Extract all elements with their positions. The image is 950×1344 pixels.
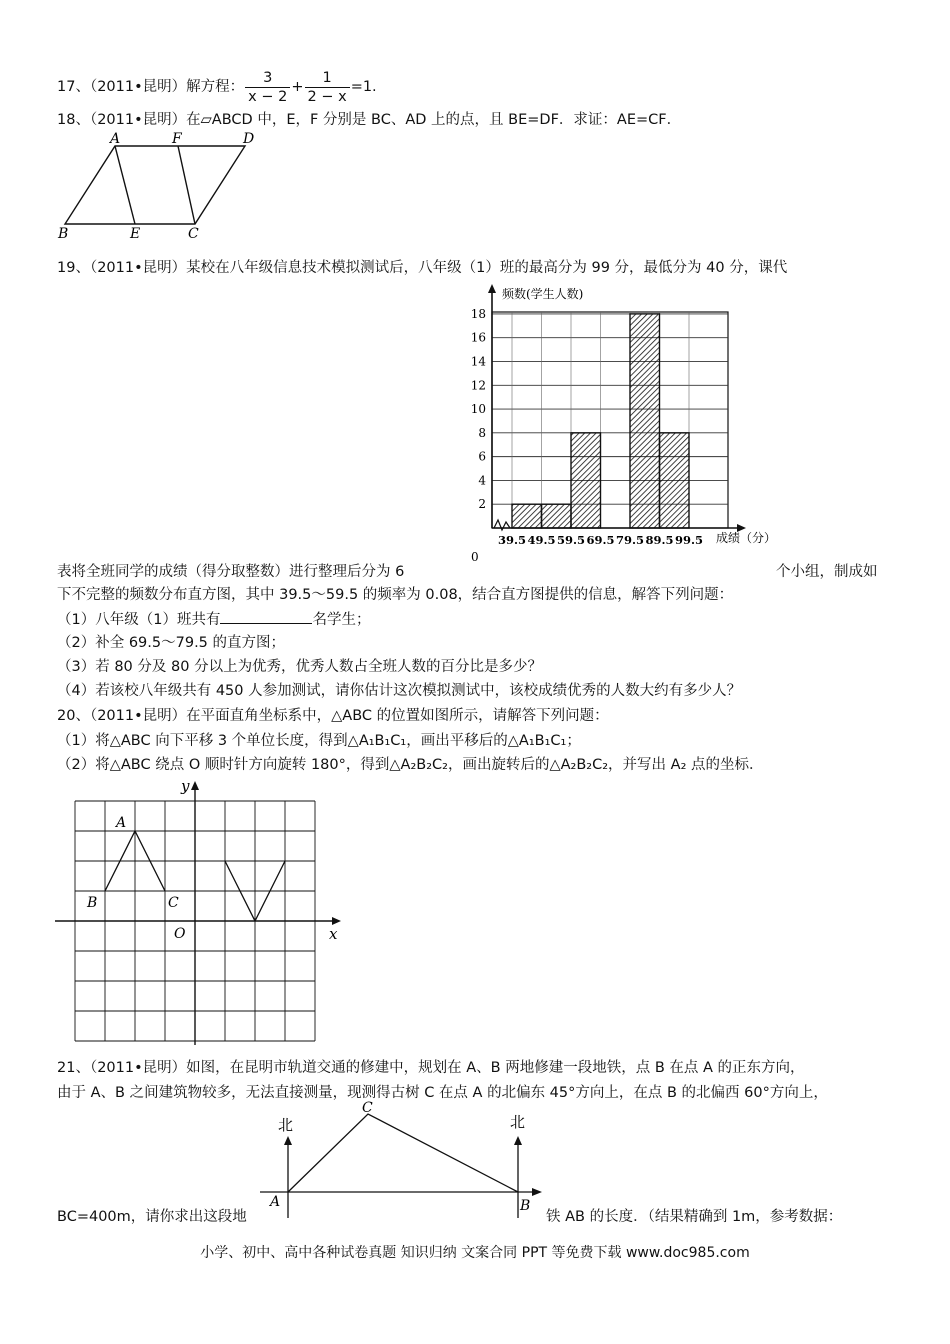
q20-coordinate-grid — [55, 775, 355, 1050]
x-tick-label: 79.5 — [615, 533, 645, 547]
q19-sub2: （2）补全 69.5～79.5 的直方图； — [57, 635, 286, 651]
north-label-a: 北 — [278, 1116, 294, 1134]
y-axis-arrow-icon — [488, 284, 496, 293]
q17-line: 17、（2011•昆明）解方程： $\frac{3}{x - 2}$ + $\frac{1}{2 - x}$ =1. — [57, 69, 377, 105]
histogram-y-axis-label: 频数(学生人数) — [502, 287, 584, 301]
y-tick-label: 2 — [478, 497, 486, 512]
x-tick-label: 59.5 — [556, 533, 586, 547]
north-label-b: 北 — [510, 1113, 526, 1131]
label-A: A — [116, 815, 127, 831]
north-arrow-icon — [514, 1136, 522, 1145]
histogram-bar — [512, 504, 542, 528]
y-tick-label: 14 — [470, 354, 486, 369]
east-arrow-icon — [532, 1188, 542, 1196]
label-C: C — [188, 226, 199, 242]
histogram-bar — [660, 433, 690, 528]
q21-line1: 21、（2011•昆明）如图，在昆明市轨道交通的修建中，规划在 A、B 两地修建一段地铁，点 B 在点 A 的正东方向， — [57, 1060, 805, 1076]
label-C: C — [362, 1100, 373, 1116]
y-tick-label: 12 — [470, 378, 486, 393]
q17-fraction-2: $\frac{1}{2 - x}$ — [305, 69, 350, 106]
north-arrow-icon — [284, 1136, 292, 1145]
q19-sub3: （3）若 80 分及 80 分以上为优秀，优秀人数占全班人数的百分比是多少？ — [57, 659, 543, 675]
q21-figure — [258, 1098, 558, 1223]
y-tick-label: 10 — [470, 402, 486, 417]
label-A: A — [110, 131, 121, 147]
x-axis-arrow-icon — [332, 917, 341, 925]
label-B: B — [520, 1198, 531, 1214]
x-tick-label: 69.5 — [586, 533, 615, 547]
label-D: D — [243, 131, 255, 147]
label-F: F — [172, 131, 182, 147]
q18-parallelogram-figure — [50, 128, 270, 243]
q21-line3-right: 铁 AB 的长度．（结果精确到 1m，参考数据： — [546, 1209, 843, 1225]
x-tick-label: 49.5 — [527, 533, 556, 547]
y-tick-label: 4 — [478, 473, 486, 488]
q19-line3: 下不完整的频数分布直方图，其中 39.5～59.5 的频率为 0.08，结合直方图提供的信息，解答下列问题： — [57, 587, 734, 603]
label-C: C — [168, 895, 179, 911]
q19-sub4: （4）若该校八年级共有 450 人参加测试，请你估计这次模拟测试中，该校成绩优秀的人数大约有多少人？ — [57, 683, 742, 699]
answer-blank[interactable] — [220, 609, 312, 624]
histogram-bar — [571, 433, 601, 528]
label-O: O — [174, 926, 186, 942]
histogram-x-axis-label: 成绩（分） — [716, 531, 777, 545]
y-tick-label: 18 — [470, 306, 486, 321]
triangle-abc — [288, 1114, 518, 1192]
q17-fraction-1: $\frac{3}{x - 2}$ — [245, 69, 290, 106]
label-x: x — [329, 925, 338, 943]
q18-text: 18、（2011•昆明）在▱ABCD 中，E，F 分别是 BC、AD 上的点，且 BE=DF．求证：AE=CF． — [57, 112, 682, 128]
y-axis-arrow-icon — [191, 781, 199, 790]
q17-prefix: 17、（2011•昆明）解方程： — [57, 79, 245, 95]
q19-line1: 19、（2011•昆明）某校在八年级信息技术模拟测试后，八年级（1）班的最高分为 99 分，最低分为 40 分，课代 — [57, 260, 788, 276]
histogram-bar — [542, 504, 572, 528]
q20-text: 20、（2011•昆明）在平面直角坐标系中，△ABC 的位置如图所示，请解答下列问题： — [57, 708, 609, 724]
y-tick-label: 16 — [470, 330, 486, 345]
label-B: B — [87, 895, 98, 911]
y-tick-label: 6 — [478, 449, 486, 464]
q19-histogram — [460, 280, 795, 580]
q21-line3-left: BC=400m，请你求出这段地 — [57, 1209, 247, 1225]
x-tick-label: 99.5 — [674, 533, 704, 547]
q19-sub1: （1）八年级（1）班共有 名学生； — [57, 609, 370, 630]
label-B: B — [58, 226, 69, 242]
q19-line2-left: 表将全班同学的成绩（得分取整数）进行整理后分为 6 — [57, 564, 405, 580]
page-footer: 小学、初中、高中各种试卷真题 知识归纳 文案合同 PPT 等免费下载 www.doc985.com — [200, 1245, 750, 1261]
label-E: E — [130, 226, 141, 242]
label-A: A — [270, 1194, 281, 1210]
label-y: y — [181, 777, 190, 795]
q21-line2: 由于 A、B 之间建筑物较多，无法直接测量，现测得古树 C 在点 A 的北偏东 45°方向上，在点 B 的北偏西 60°方向上， — [57, 1085, 828, 1101]
q19-line2-right: 个小组，制成如 — [776, 564, 878, 580]
q20-sub1: （1）将△ABC 向下平移 3 个单位长度，得到△A₁B₁C₁，画出平移后的△A₁B₁C₁； — [57, 733, 581, 749]
histogram-bar — [630, 314, 660, 528]
x-tick-label: 89.5 — [645, 533, 674, 547]
q20-sub2: （2）将△ABC 绕点 O 顺时针方向旋转 180°，得到△A₂B₂C₂，画出旋转后的△A₂B₂C₂，并写出 A₂ 点的坐标． — [57, 757, 764, 773]
histogram-origin-label: 0 — [471, 550, 479, 564]
x-tick-label: 39.5 — [497, 533, 527, 547]
y-tick-label: 8 — [478, 425, 486, 440]
